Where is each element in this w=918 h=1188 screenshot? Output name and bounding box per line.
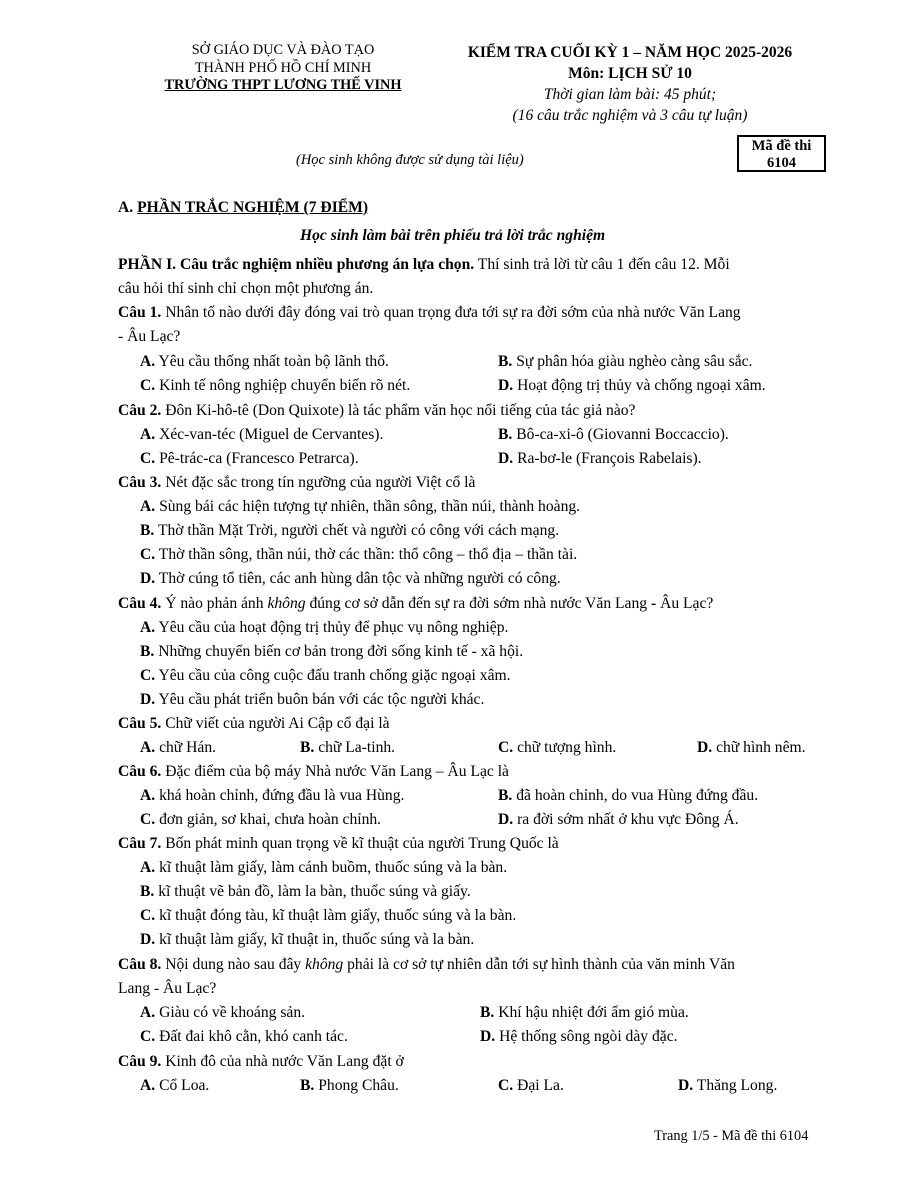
q2-option-d <box>498 450 702 468</box>
text-span: Đôn Ki-hô-tê (Don Quixote) là tác phẩm văn học nổi tiếng của tác giả nào? <box>161 402 636 419</box>
q6-stem <box>118 760 509 784</box>
exam-code-value: 6104 <box>767 154 796 171</box>
text-span: C. <box>140 811 156 828</box>
text-span: C. <box>498 1077 514 1094</box>
no-materials-note: (Học sinh không được sử dụng tài liệu) <box>296 152 524 168</box>
text-span: Yêu cầu phát triển buôn bán với các tộc người khác. <box>158 691 485 708</box>
q2-option-a <box>140 426 383 444</box>
text-span: không <box>267 595 306 612</box>
q2-stem <box>118 399 635 423</box>
text-span: C. <box>140 907 156 924</box>
text-span: Đất đai khô cằn, khó canh tác. <box>159 1028 348 1045</box>
q5-option-b <box>300 739 395 757</box>
text-span: B. <box>140 883 155 900</box>
q2-label: Câu 2. <box>118 402 162 419</box>
department-name: SỞ GIÁO DỤC VÀ ĐÀO TẠO <box>191 42 375 58</box>
text-span: chữ tượng hình. <box>517 739 617 756</box>
text-span: Pê-trác-ca (Francesco Petrarca). <box>159 450 359 467</box>
text-span: Ra-bơ-le (François Rabelais). <box>517 450 702 467</box>
text-span: D. <box>140 570 156 587</box>
q8-option-c <box>140 1028 348 1046</box>
q1-label: Câu 1. <box>118 304 162 321</box>
q9-option-a <box>140 1077 209 1095</box>
q6-option-d <box>498 811 739 829</box>
section-a-heading <box>118 199 368 217</box>
q1-option-d <box>498 377 766 395</box>
text-span: Bốn phát minh quan trọng về kĩ thuật của người Trung Quốc là <box>161 835 559 852</box>
q1-line1 <box>118 301 741 325</box>
text-span: kĩ thuật làm giấy, làm cánh buồm, thuốc súng và la bàn. <box>159 859 508 876</box>
part1-line1 <box>118 253 730 277</box>
q9-stem <box>118 1050 404 1074</box>
text-span: A. <box>140 426 156 443</box>
text-span: Hoạt động trị thủy và chống ngoại xâm. <box>517 377 766 394</box>
q9-option-c <box>498 1077 564 1095</box>
text-span: Thăng Long. <box>696 1077 778 1094</box>
exam-code-label: Mã đề thi <box>751 138 812 154</box>
q1-option-c <box>140 377 410 395</box>
text-span: B. <box>140 522 155 539</box>
text-span: C. <box>140 450 156 467</box>
school-name: TRƯỜNG THPT LƯƠNG THẾ VINH <box>164 77 402 93</box>
q3-option-b <box>140 522 559 540</box>
q5-stem <box>118 712 390 736</box>
q4-option-b <box>140 643 523 661</box>
text-span: Hệ thống sông ngòi dày đặc. <box>499 1028 678 1045</box>
q8-option-b <box>480 1004 689 1022</box>
q3-label: Câu 3. <box>118 474 162 491</box>
text-span: ra đời sớm nhất ở khu vực Đông Á. <box>517 811 739 828</box>
text-span: Nét đặc sắc trong tín ngưỡng của người Việt cổ là <box>161 474 476 491</box>
q8-option-d <box>480 1028 678 1046</box>
part1-desc1: Thí sinh trả lời từ câu 1 đến câu 12. Mỗi <box>474 256 730 273</box>
text-span: kĩ thuật làm giấy, kĩ thuật in, thuốc súng và la bàn. <box>159 931 475 948</box>
q1-option-b <box>498 353 752 371</box>
text-span: B. <box>498 426 513 443</box>
text-span: C. <box>140 377 156 394</box>
questions-note: (16 câu trắc nghiệm và 3 câu tự luận) <box>512 107 748 124</box>
text-span: khá hoàn chỉnh, đứng đầu là vua Hùng. <box>159 787 405 804</box>
text-span: B. <box>140 643 155 660</box>
text-span: Thờ thần Mặt Trời, người chết và người có công với cách mạng. <box>157 522 560 539</box>
exam-code-box <box>737 135 826 172</box>
header-left <box>128 42 438 95</box>
text-span: Xéc-van-téc (Miguel de Cervantes). <box>159 426 384 443</box>
subject: Môn: LỊCH SỬ 10 <box>568 65 692 82</box>
text-span: C. <box>140 546 156 563</box>
text-span: Yêu cầu của hoạt động trị thủy để phục vụ nông nghiệp. <box>158 619 509 636</box>
q9-option-d <box>678 1077 777 1095</box>
text-span: B. <box>300 739 315 756</box>
q8-label: Câu 8. <box>118 956 162 973</box>
text-span: B. <box>480 1004 495 1021</box>
q7-stem <box>118 832 559 856</box>
city-name: THÀNH PHỐ HỒ CHÍ MINH <box>194 59 372 76</box>
text-span: đúng cơ sở dẫn đến sự ra đời sớm nhà nước Văn Lang <box>305 595 648 612</box>
section-a-instruction: Học sinh làm bài trên phiếu trả lời trắc nghiệm <box>300 227 606 244</box>
text-span: Nội dung nào sau đây <box>161 956 306 973</box>
section-a-title: PHẦN TRẮC NGHIỆM (7 ĐIỂM) <box>137 199 369 216</box>
text-span: Giàu có về khoáng sản. <box>159 1004 306 1021</box>
text-span: B. <box>498 353 513 370</box>
q2-option-b <box>498 426 729 444</box>
header-right <box>440 42 820 126</box>
text-span: Đại La. <box>517 1077 564 1094</box>
text-span: D. <box>140 931 156 948</box>
text-span: không <box>305 956 344 973</box>
q5-label: Câu 5. <box>118 715 162 732</box>
text-span: kĩ thuật đóng tàu, kĩ thuật làm giấy, thuốc súng và la bàn. <box>159 907 517 924</box>
time-limit: Thời gian làm bài: 45 phút; <box>543 86 717 103</box>
text-span: Phong Châu. <box>318 1077 399 1094</box>
text-span: đã hoàn chỉnh, do vua Hùng đứng đầu. <box>516 787 759 804</box>
text-span: Khí hậu nhiệt đới ẩm gió mùa. <box>498 1004 689 1021</box>
text-span: A. <box>140 1077 156 1094</box>
exam-title: KIỂM TRA CUỐI KỲ 1 – NĂM HỌC 2025-2026 <box>467 44 793 61</box>
text-span: Sùng bái các hiện tượng tự nhiên, thần sông, thần núi, thành hoàng. <box>159 498 581 515</box>
section-a-prefix: A. <box>118 199 138 216</box>
q3-option-a <box>140 498 580 516</box>
text-span: Kinh tế nông nghiệp chuyển biến rõ nét. <box>159 377 411 394</box>
text-span: D. <box>140 691 156 708</box>
q4-option-c <box>140 667 511 685</box>
text-span: C. <box>140 667 156 684</box>
text-span: D. <box>498 811 514 828</box>
q6-option-b <box>498 787 758 805</box>
q6-option-a <box>140 787 404 805</box>
text-span: Yêu cầu của công cuộc đấu tranh chống giặc ngoại xâm. <box>158 667 511 684</box>
text-span: Thờ cúng tổ tiên, các anh hùng dân tộc và những người có công. <box>158 570 561 587</box>
text-span: phải là cơ sở tự nhiên dẫn tới sự hình thành của văn minh Văn <box>343 956 735 973</box>
q6-label: Câu 6. <box>118 763 162 780</box>
q4-stem <box>118 592 713 616</box>
text-span: A. <box>140 787 156 804</box>
q2-option-c <box>140 450 359 468</box>
q1-text2: - Âu Lạc? <box>118 328 181 345</box>
text-span: Sự phân hóa giàu nghèo càng sâu sắc. <box>516 353 753 370</box>
text-span: D. <box>678 1077 694 1094</box>
text-span: D. <box>697 739 713 756</box>
q3-option-c <box>140 546 577 564</box>
text-span: - <box>647 595 661 612</box>
q8-line1 <box>118 953 735 977</box>
q9-option-b <box>300 1077 399 1095</box>
text-span: Chữ viết của người Ai Cập cổ đại là <box>161 715 390 732</box>
text-span: D. <box>480 1028 496 1045</box>
text-span: chữ La-tinh. <box>318 739 396 756</box>
text-span: đơn giản, sơ khai, chưa hoàn chỉnh. <box>159 811 382 828</box>
q5-option-a <box>140 739 216 757</box>
text-span: kĩ thuật vẽ bản đồ, làm la bàn, thuốc súng và giấy. <box>158 883 471 900</box>
text-span: D. <box>498 377 514 394</box>
text-span: Âu Lạc? <box>660 595 714 612</box>
q3-option-d <box>140 570 561 588</box>
text-span: C. <box>498 739 514 756</box>
text-span: D. <box>498 450 514 467</box>
text-span: Đặc điểm của bộ máy Nhà nước Văn Lang – Âu Lạc là <box>161 763 509 780</box>
q9-label: Câu 9. <box>118 1053 162 1070</box>
text-span: Bô-ca-xi-ô (Giovanni Boccaccio). <box>516 426 729 443</box>
text-span: A. <box>140 859 156 876</box>
q1-option-a <box>140 353 389 371</box>
q4-label: Câu 4. <box>118 595 162 612</box>
text-span: C. <box>140 1028 156 1045</box>
q3-stem <box>118 471 475 495</box>
part1-desc2: câu hỏi thí sinh chỉ chọn một phương án. <box>118 280 374 297</box>
text-span: Ý nào phản ánh <box>161 595 268 612</box>
text-span: Yêu cầu thống nhất toàn bộ lãnh thổ. <box>158 353 389 370</box>
q7-option-a <box>140 859 507 877</box>
part1-title: PHẦN I. Câu trắc nghiệm nhiều phương án lựa chọn. <box>118 256 475 273</box>
text-span: B. <box>498 787 513 804</box>
page-footer: Trang 1/5 - Mã đề thi 6104 <box>654 1128 809 1144</box>
q8-option-a <box>140 1004 305 1022</box>
q5-option-c <box>498 739 616 757</box>
q7-option-c <box>140 907 516 925</box>
q4-option-a <box>140 619 508 637</box>
text-span: chữ hình nêm. <box>716 739 806 756</box>
q4-option-d <box>140 691 484 709</box>
q8-line2: Lang - Âu Lạc? <box>118 980 217 997</box>
q5-option-d <box>697 739 806 757</box>
text-span: A. <box>140 739 156 756</box>
text-span: Những chuyển biến cơ bản trong đời sống kinh tế - xã hội. <box>158 643 524 660</box>
text-span: A. <box>140 1004 156 1021</box>
text-span: Thờ thần sông, thần núi, thờ các thần: thổ công – thổ địa – thần tài. <box>158 546 578 563</box>
q1-text1: Nhân tố nào dưới đây đóng vai trò quan trọng đưa tới sự ra đời sớm của nhà nước Văn Lang <box>161 304 741 321</box>
q6-option-c <box>140 811 381 829</box>
text-span: A. <box>140 619 156 636</box>
q7-label: Câu 7. <box>118 835 162 852</box>
text-span: A. <box>140 353 156 370</box>
text-span: B. <box>300 1077 315 1094</box>
text-span: chữ Hán. <box>159 739 217 756</box>
q7-option-b <box>140 883 471 901</box>
text-span: Cổ Loa. <box>159 1077 210 1094</box>
text-span: Kinh đô của nhà nước Văn Lang đặt ở <box>161 1053 404 1070</box>
text-span: A. <box>140 498 156 515</box>
q7-option-d <box>140 931 474 949</box>
